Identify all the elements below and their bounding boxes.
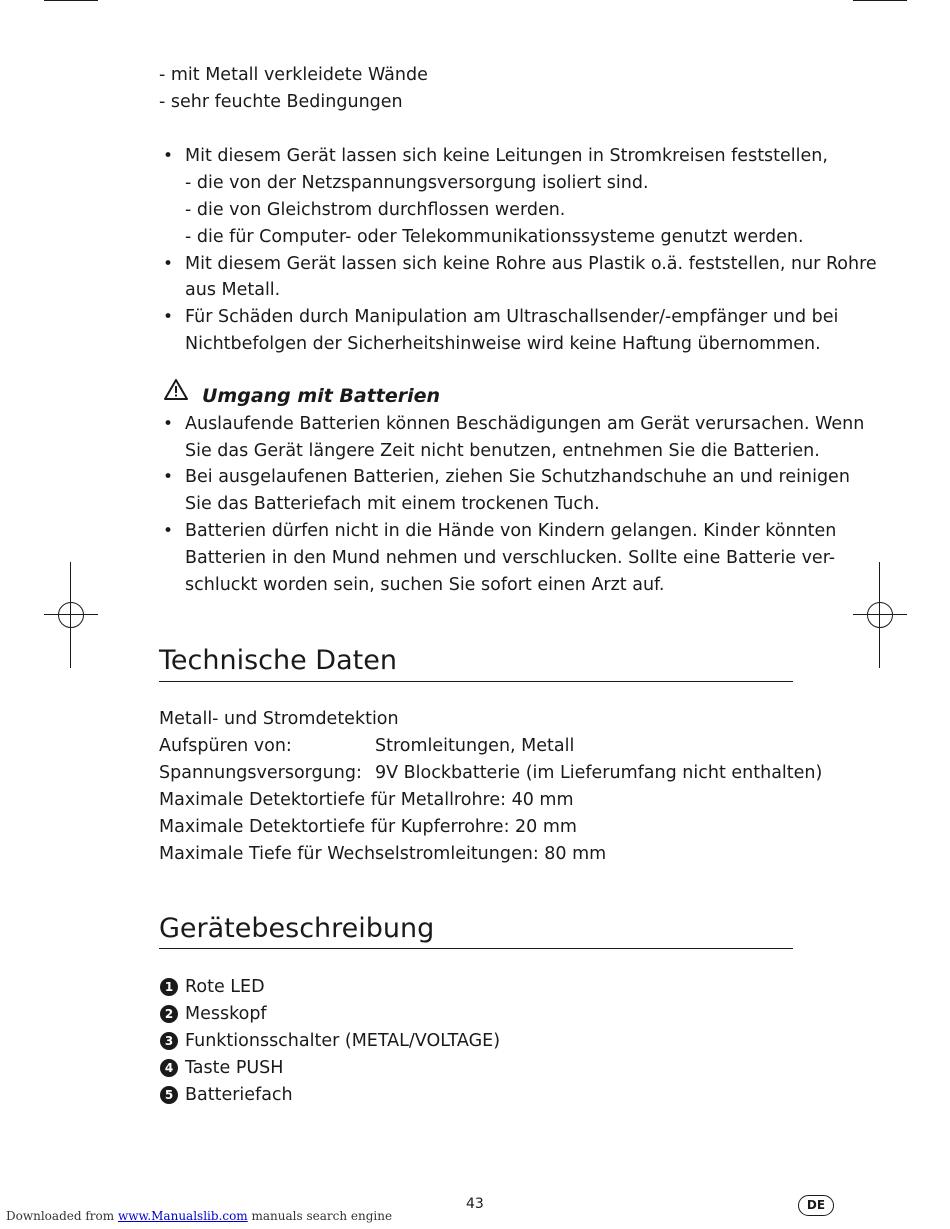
list-item-continuation: Sie das Gerät längere Zeit nicht benutzen, entnehmen Sie die Batterien. — [185, 441, 820, 461]
heading-rule — [159, 681, 793, 682]
bullet-dot: • — [163, 521, 174, 541]
tech-value: 9V Blockbatterie (im Lieferumfang nicht enthalten) — [375, 763, 823, 783]
battery-heading: Umgang mit Batterien — [202, 385, 441, 407]
registration-circle — [58, 602, 84, 628]
intro-line: - mit Metall verkleidete Wände — [159, 65, 428, 85]
part-number-badge: 2 — [160, 1005, 178, 1023]
description-heading: Gerätebeschreibung — [159, 913, 435, 944]
list-item: Für Schäden durch Manipulation am Ultraschallsender/-empfänger und bei — [185, 307, 839, 327]
bullet-dot: • — [163, 254, 174, 274]
list-item: Mit diesem Gerät lassen sich keine Leitungen in Stromkreisen feststellen, — [185, 146, 828, 166]
bullet-dot: • — [163, 414, 174, 434]
part-label: Taste PUSH — [185, 1058, 284, 1078]
list-item: Bei ausgelaufenen Batterien, ziehen Sie Schutzhandschuhe an und reinigen — [185, 467, 850, 487]
part-number-badge: 1 — [160, 978, 178, 996]
part-label: Rote LED — [185, 977, 265, 997]
part-label: Funktionsschalter (METAL/VOLTAGE) — [185, 1031, 501, 1051]
part-number-badge: 4 — [160, 1059, 178, 1077]
bullet-dot: • — [163, 146, 174, 166]
crop-mark — [853, 0, 907, 1]
download-footer — [6, 1209, 392, 1223]
part-label: Batteriefach — [185, 1085, 293, 1105]
list-item: Batterien dürfen nicht in die Hände von Kindern gelangen. Kinder könnten — [185, 521, 837, 541]
crop-mark — [44, 0, 98, 1]
part-number-badge: 5 — [160, 1086, 178, 1104]
bullet-dot: • — [163, 467, 174, 487]
list-item-continuation: Sie das Batteriefach mit einem trockenen Tuch. — [185, 494, 600, 514]
list-item-continuation: aus Metall. — [185, 280, 281, 300]
page-number: 43 — [466, 1196, 484, 1212]
list-item: Auslaufende Batterien können Beschädigungen am Gerät verursachen. Wenn — [185, 414, 865, 434]
tech-label: Spannungsversorgung: — [159, 763, 362, 783]
heading-rule — [159, 948, 793, 949]
tech-line: Maximale Detektortiefe für Metallrohre: 40 mm — [159, 790, 574, 810]
registration-circle — [867, 602, 893, 628]
list-subitem: - die von der Netzspannungsversorgung isoliert sind. — [185, 173, 649, 193]
list-subitem: - die von Gleichstrom durchflossen werden. — [185, 200, 566, 220]
warning-icon — [163, 378, 189, 402]
list-item-continuation: Batterien in den Mund nehmen und verschlucken. Sollte eine Batterie ver- — [185, 548, 836, 568]
tech-heading: Technische Daten — [159, 645, 397, 676]
list-item: Mit diesem Gerät lassen sich keine Rohre aus Plastik o.ä. feststellen, nur Rohre — [185, 254, 877, 274]
list-item-continuation: Nichtbefolgen der Sicherheitshinweise wird keine Haftung übernommen. — [185, 334, 821, 354]
intro-line: - sehr feuchte Bedingungen — [159, 92, 403, 112]
tech-label: Aufspüren von: — [159, 736, 292, 756]
footer-prefix: Downloaded from — [6, 1209, 118, 1223]
footer-suffix: manuals search engine — [247, 1209, 393, 1223]
tech-line: Maximale Detektortiefe für Kupferrohre: 20 mm — [159, 817, 577, 837]
part-label: Messkopf — [185, 1004, 267, 1024]
manualslib-link[interactable]: www.Manualslib.com — [117, 1209, 248, 1223]
bullet-dot: • — [163, 307, 174, 327]
part-number-badge: 3 — [160, 1032, 178, 1050]
tech-line: Metall- und Stromdetektion — [159, 709, 399, 729]
list-subitem: - die für Computer- oder Telekommunikationssysteme genutzt werden. — [185, 227, 804, 247]
tech-value: Stromleitungen, Metall — [375, 736, 575, 756]
language-badge: DE — [798, 1195, 834, 1216]
list-item-continuation: schluckt worden sein, suchen Sie sofort einen Arzt auf. — [185, 575, 665, 595]
tech-line: Maximale Tiefe für Wechselstromleitungen: 80 mm — [159, 844, 607, 864]
